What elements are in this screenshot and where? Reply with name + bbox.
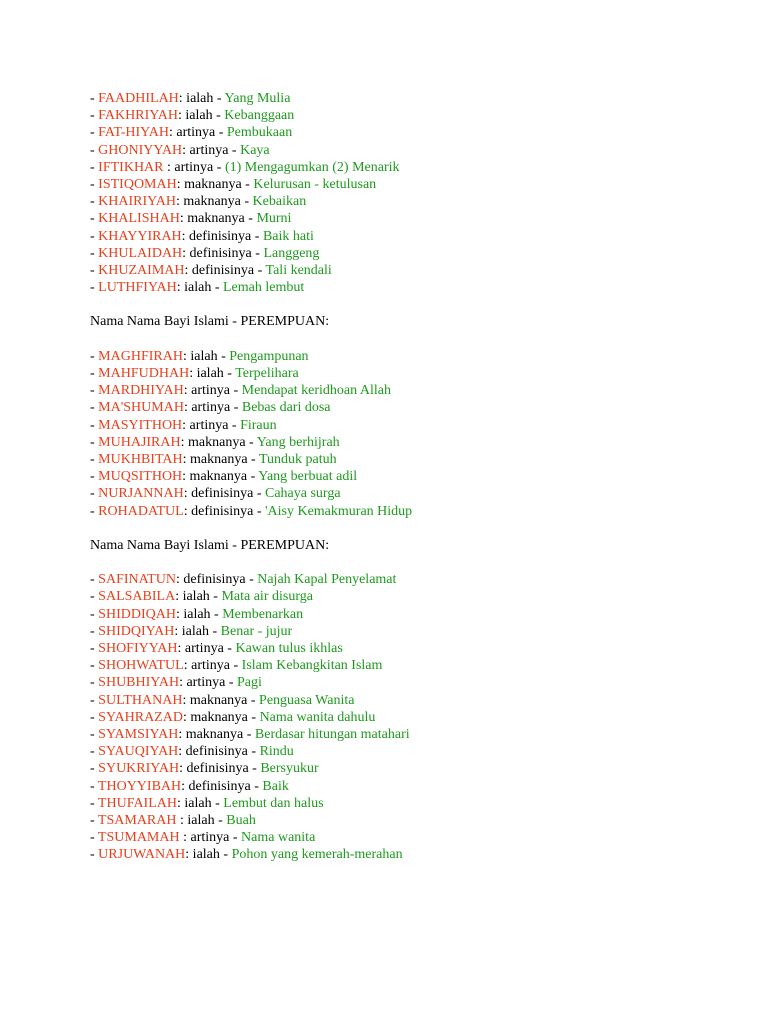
entry-name: MASYITHOH bbox=[98, 417, 183, 433]
entry-meaning: Terpelihara bbox=[235, 366, 299, 381]
entry-meaning: Buah bbox=[226, 812, 256, 828]
entry-name: FAADHILAH bbox=[98, 91, 179, 106]
entry-name: SULTHANAH bbox=[98, 692, 183, 708]
entry-meaning: Pohon yang kemerah-merahan bbox=[231, 847, 403, 863]
entry-name: SYAMSIYAH bbox=[98, 726, 179, 742]
entry-meaning: Islam Kebangkitan Islam bbox=[241, 658, 383, 674]
name-entry bbox=[90, 365, 730, 382]
entry-meaning: Cahaya surga bbox=[265, 486, 341, 502]
entry-meaning: Firaun bbox=[240, 417, 277, 433]
entry-name: KHAIRIYAH bbox=[98, 194, 176, 210]
entry-name: FAT-HIYAH bbox=[98, 125, 169, 141]
name-entry bbox=[90, 124, 730, 141]
entry-separator: : definisinya - bbox=[179, 761, 261, 777]
entry-separator: : maknanya - bbox=[180, 434, 257, 450]
bullet-dash: - bbox=[90, 623, 99, 639]
name-entry bbox=[90, 451, 730, 468]
section-heading: Nama Nama Bayi Islami - PEREMPUAN: bbox=[90, 314, 330, 330]
blank-line bbox=[90, 554, 730, 571]
blank-line bbox=[90, 331, 730, 348]
bullet-dash: - bbox=[90, 451, 99, 467]
entry-meaning: Benar - jujur bbox=[220, 623, 293, 639]
entry-meaning: Pagi bbox=[237, 675, 262, 691]
entry-meaning: Baik bbox=[262, 778, 289, 794]
name-entry bbox=[90, 726, 730, 743]
entry-separator: : artinya - bbox=[182, 142, 241, 158]
name-entry bbox=[90, 107, 730, 124]
name-entry bbox=[90, 399, 730, 416]
entry-separator: : artinya - bbox=[183, 658, 242, 674]
section-heading: Nama Nama Bayi Islami - PEREMPUAN: bbox=[90, 537, 330, 553]
entry-separator: : maknanya - bbox=[176, 176, 254, 192]
entry-separator: : definisinya - bbox=[178, 744, 260, 760]
entry-meaning: Kebanggaan bbox=[224, 108, 295, 124]
entry-name: SHUBHIYAH bbox=[98, 675, 180, 691]
entry-meaning: Kelurusan - ketulusan bbox=[253, 176, 377, 192]
name-entry bbox=[90, 468, 730, 485]
name-entry bbox=[90, 692, 730, 709]
name-entry bbox=[90, 829, 730, 846]
blank-line bbox=[90, 296, 730, 313]
entry-name: SHIDQIYAH bbox=[98, 623, 175, 639]
entry-name: THOYYIBAH bbox=[97, 778, 182, 794]
entry-separator: : definisinya - bbox=[182, 245, 264, 261]
name-entry bbox=[90, 348, 730, 365]
entry-name: MUQSITHOH bbox=[98, 469, 183, 485]
bullet-dash: - bbox=[90, 366, 99, 381]
name-entry bbox=[90, 743, 730, 760]
entry-meaning: Tali kendali bbox=[265, 262, 332, 278]
bullet-dash: - bbox=[90, 176, 99, 192]
entry-separator: : ialah - bbox=[185, 847, 232, 863]
name-entry bbox=[90, 159, 730, 176]
entry-name: SHOFIYYAH bbox=[98, 641, 178, 656]
name-entry bbox=[90, 778, 730, 795]
bullet-dash: - bbox=[90, 383, 99, 399]
entry-meaning: Kaya bbox=[240, 142, 270, 158]
entry-separator: : ialah - bbox=[174, 623, 221, 639]
entry-separator: : maknanya - bbox=[179, 211, 257, 227]
entry-name: SYAUQIYAH bbox=[98, 744, 179, 760]
entry-separator: : artinya - bbox=[179, 675, 237, 691]
bullet-dash: - bbox=[90, 641, 99, 656]
entry-name: ROHADATUL bbox=[98, 503, 184, 519]
bullet-dash: - bbox=[90, 280, 99, 296]
entry-name: SALSABILA bbox=[98, 589, 176, 605]
name-entry bbox=[90, 90, 730, 107]
entry-meaning: Langgeng bbox=[263, 245, 320, 261]
entry-name: ISTIQOMAH bbox=[98, 176, 177, 192]
entry-separator: : ialah - bbox=[176, 280, 223, 296]
entry-meaning: Pengampunan bbox=[229, 348, 309, 364]
name-entry bbox=[90, 674, 730, 691]
entry-meaning: Nama wanita dahulu bbox=[259, 709, 376, 725]
entry-name: MUKHBITAH bbox=[98, 451, 183, 467]
entry-separator: : ialah - bbox=[178, 108, 225, 124]
entry-separator: : ialah - bbox=[178, 91, 225, 106]
entry-separator: : maknanya - bbox=[178, 726, 255, 742]
entry-separator: : definisinya - bbox=[175, 572, 258, 588]
entry-meaning: Lemah lembut bbox=[223, 280, 305, 296]
entry-meaning: (1) Mengagumkan (2) Menarik bbox=[224, 159, 400, 175]
bullet-dash: - bbox=[90, 159, 99, 175]
entry-name: MARDHIYAH bbox=[98, 383, 184, 399]
name-entry bbox=[90, 760, 730, 777]
entry-name: SHOHWATUL bbox=[98, 658, 184, 674]
entry-meaning: Rindu bbox=[259, 744, 294, 760]
entry-meaning: Lembut dan halus bbox=[223, 795, 324, 811]
entry-separator: : ialah - bbox=[177, 795, 224, 811]
bullet-dash: - bbox=[90, 761, 99, 777]
bullet-dash: - bbox=[90, 830, 98, 846]
entry-separator: : definisinya - bbox=[181, 778, 263, 794]
entry-meaning: Bersyukur bbox=[260, 761, 319, 777]
bullet-dash: - bbox=[90, 108, 99, 124]
bullet-dash: - bbox=[90, 503, 99, 519]
name-entry bbox=[90, 142, 730, 159]
entry-meaning: Yang Mulia bbox=[224, 91, 291, 106]
entry-name: SHIDDIQAH bbox=[98, 606, 176, 622]
blank-line bbox=[90, 520, 730, 537]
name-entry bbox=[90, 503, 730, 520]
bullet-dash: - bbox=[90, 572, 99, 588]
bullet-dash: - bbox=[90, 589, 99, 605]
bullet-dash: - bbox=[90, 709, 99, 725]
entry-name: IFTIKHAR bbox=[98, 159, 168, 175]
entry-name: FAKHRIYAH bbox=[98, 108, 179, 124]
name-entry bbox=[90, 846, 730, 863]
entry-name: SAFINATUN bbox=[98, 572, 176, 588]
entry-separator: : maknanya - bbox=[182, 469, 259, 485]
entry-name: TSAMARAH bbox=[97, 812, 180, 828]
entry-separator: : definisinya - bbox=[184, 262, 266, 278]
bullet-dash: - bbox=[90, 434, 99, 450]
entry-meaning: Penguasa Wanita bbox=[259, 692, 355, 708]
name-entry bbox=[90, 228, 730, 245]
bullet-dash: - bbox=[90, 400, 99, 416]
entry-name: TSUMAMAH bbox=[97, 830, 184, 846]
entry-meaning: Kawan tulus ikhlas bbox=[235, 641, 343, 656]
entry-name: MUHAJIRAH bbox=[98, 434, 181, 450]
bullet-dash: - bbox=[90, 245, 99, 261]
entry-name: GHONIYYAH bbox=[98, 142, 183, 158]
bullet-dash: - bbox=[90, 228, 99, 244]
entry-separator: : ialah - bbox=[180, 812, 227, 828]
entry-separator: : ialah - bbox=[182, 348, 230, 364]
entry-name: MA'SHUMAH bbox=[98, 400, 184, 416]
entry-separator: : maknanya - bbox=[182, 709, 260, 725]
entry-separator: : maknanya - bbox=[182, 451, 259, 467]
bullet-dash: - bbox=[90, 262, 99, 278]
bullet-dash: - bbox=[90, 348, 99, 364]
entry-meaning: Mendapat keridhoan Allah bbox=[241, 383, 391, 399]
entry-name: SYAHRAZAD bbox=[98, 709, 183, 725]
entry-separator: : artinya - bbox=[177, 641, 236, 656]
name-entry bbox=[90, 417, 730, 434]
bullet-dash: - bbox=[90, 469, 99, 485]
entry-meaning: Baik hati bbox=[262, 228, 314, 244]
entry-meaning: Nama wanita bbox=[241, 830, 316, 846]
entry-name: KHUZAIMAH bbox=[98, 262, 185, 278]
entry-meaning: Pembukaan bbox=[226, 125, 293, 141]
entry-separator: : definisinya - bbox=[181, 228, 263, 244]
name-entry bbox=[90, 795, 730, 812]
bullet-dash: - bbox=[90, 675, 99, 691]
entry-meaning: Mata air disurga bbox=[221, 589, 313, 605]
entry-name: LUTHFIYAH bbox=[98, 280, 177, 296]
entry-name: KHULAIDAH bbox=[98, 245, 183, 261]
entry-name: NURJANNAH bbox=[98, 486, 184, 502]
name-entry bbox=[90, 245, 730, 262]
name-entry bbox=[90, 657, 730, 674]
entry-separator: : artinya - bbox=[183, 830, 242, 846]
name-entry bbox=[90, 606, 730, 623]
entry-meaning: Tunduk patuh bbox=[258, 451, 337, 467]
bullet-dash: - bbox=[90, 125, 99, 141]
bullet-dash: - bbox=[90, 606, 99, 622]
entry-meaning: Membenarkan bbox=[222, 606, 304, 622]
bullet-dash: - bbox=[90, 778, 98, 794]
entry-meaning: Murni bbox=[256, 211, 292, 227]
bullet-dash: - bbox=[90, 726, 99, 742]
entry-meaning: Yang berbuat adil bbox=[258, 469, 358, 485]
entry-name: THUFAILAH bbox=[97, 795, 177, 811]
entry-meaning: Kebaikan bbox=[252, 194, 307, 210]
name-entry bbox=[90, 193, 730, 210]
bullet-dash: - bbox=[90, 795, 98, 811]
entry-name: KHAYYIRAH bbox=[98, 228, 182, 244]
document-page bbox=[90, 90, 730, 863]
name-entry bbox=[90, 262, 730, 279]
name-entry bbox=[90, 640, 730, 657]
entry-meaning: 'Aisy Kemakmuran Hidup bbox=[265, 503, 413, 519]
name-entry bbox=[90, 434, 730, 451]
name-entry bbox=[90, 812, 730, 829]
entry-separator: : definisinya - bbox=[183, 503, 265, 519]
entry-meaning: Berdasar hitungan matahari bbox=[254, 726, 410, 742]
name-entry bbox=[90, 709, 730, 726]
entry-name: MAHFUDHAH bbox=[98, 366, 190, 381]
entry-separator: : artinya - bbox=[183, 400, 242, 416]
bullet-dash: - bbox=[90, 692, 99, 708]
entry-separator: : maknanya - bbox=[175, 194, 253, 210]
bullet-dash: - bbox=[90, 91, 99, 106]
entry-separator: : artinya - bbox=[183, 383, 242, 399]
name-entry bbox=[90, 571, 730, 588]
entry-name: URJUWANAH bbox=[98, 847, 186, 863]
name-entry bbox=[90, 210, 730, 227]
entry-meaning: Yang berhijrah bbox=[256, 434, 340, 450]
bullet-dash: - bbox=[90, 142, 99, 158]
name-entry bbox=[90, 176, 730, 193]
entry-separator: : artinya - bbox=[168, 125, 227, 141]
entry-separator: : artinya - bbox=[167, 159, 225, 175]
bullet-dash: - bbox=[90, 194, 99, 210]
bullet-dash: - bbox=[90, 486, 99, 502]
name-entry bbox=[90, 485, 730, 502]
entry-separator: : ialah - bbox=[175, 606, 223, 622]
entry-separator: : ialah - bbox=[189, 366, 236, 381]
entry-meaning: Bebas dari dosa bbox=[241, 400, 331, 416]
entry-meaning: Najah Kapal Penyelamat bbox=[257, 572, 397, 588]
entry-name: SYUKRIYAH bbox=[98, 761, 180, 777]
bullet-dash: - bbox=[90, 847, 99, 863]
name-entry bbox=[90, 279, 730, 296]
entry-separator: : artinya - bbox=[182, 417, 241, 433]
bullet-dash: - bbox=[90, 211, 99, 227]
entry-separator: : ialah - bbox=[175, 589, 222, 605]
entry-separator: : definisinya - bbox=[183, 486, 265, 502]
name-entry bbox=[90, 588, 730, 605]
entry-name: KHALISHAH bbox=[98, 211, 180, 227]
entry-name: MAGHFIRAH bbox=[98, 348, 183, 364]
name-entry bbox=[90, 623, 730, 640]
bullet-dash: - bbox=[90, 658, 99, 674]
bullet-dash: - bbox=[90, 417, 99, 433]
entry-separator: : maknanya - bbox=[182, 692, 260, 708]
name-entry bbox=[90, 382, 730, 399]
bullet-dash: - bbox=[90, 812, 98, 828]
bullet-dash: - bbox=[90, 744, 99, 760]
